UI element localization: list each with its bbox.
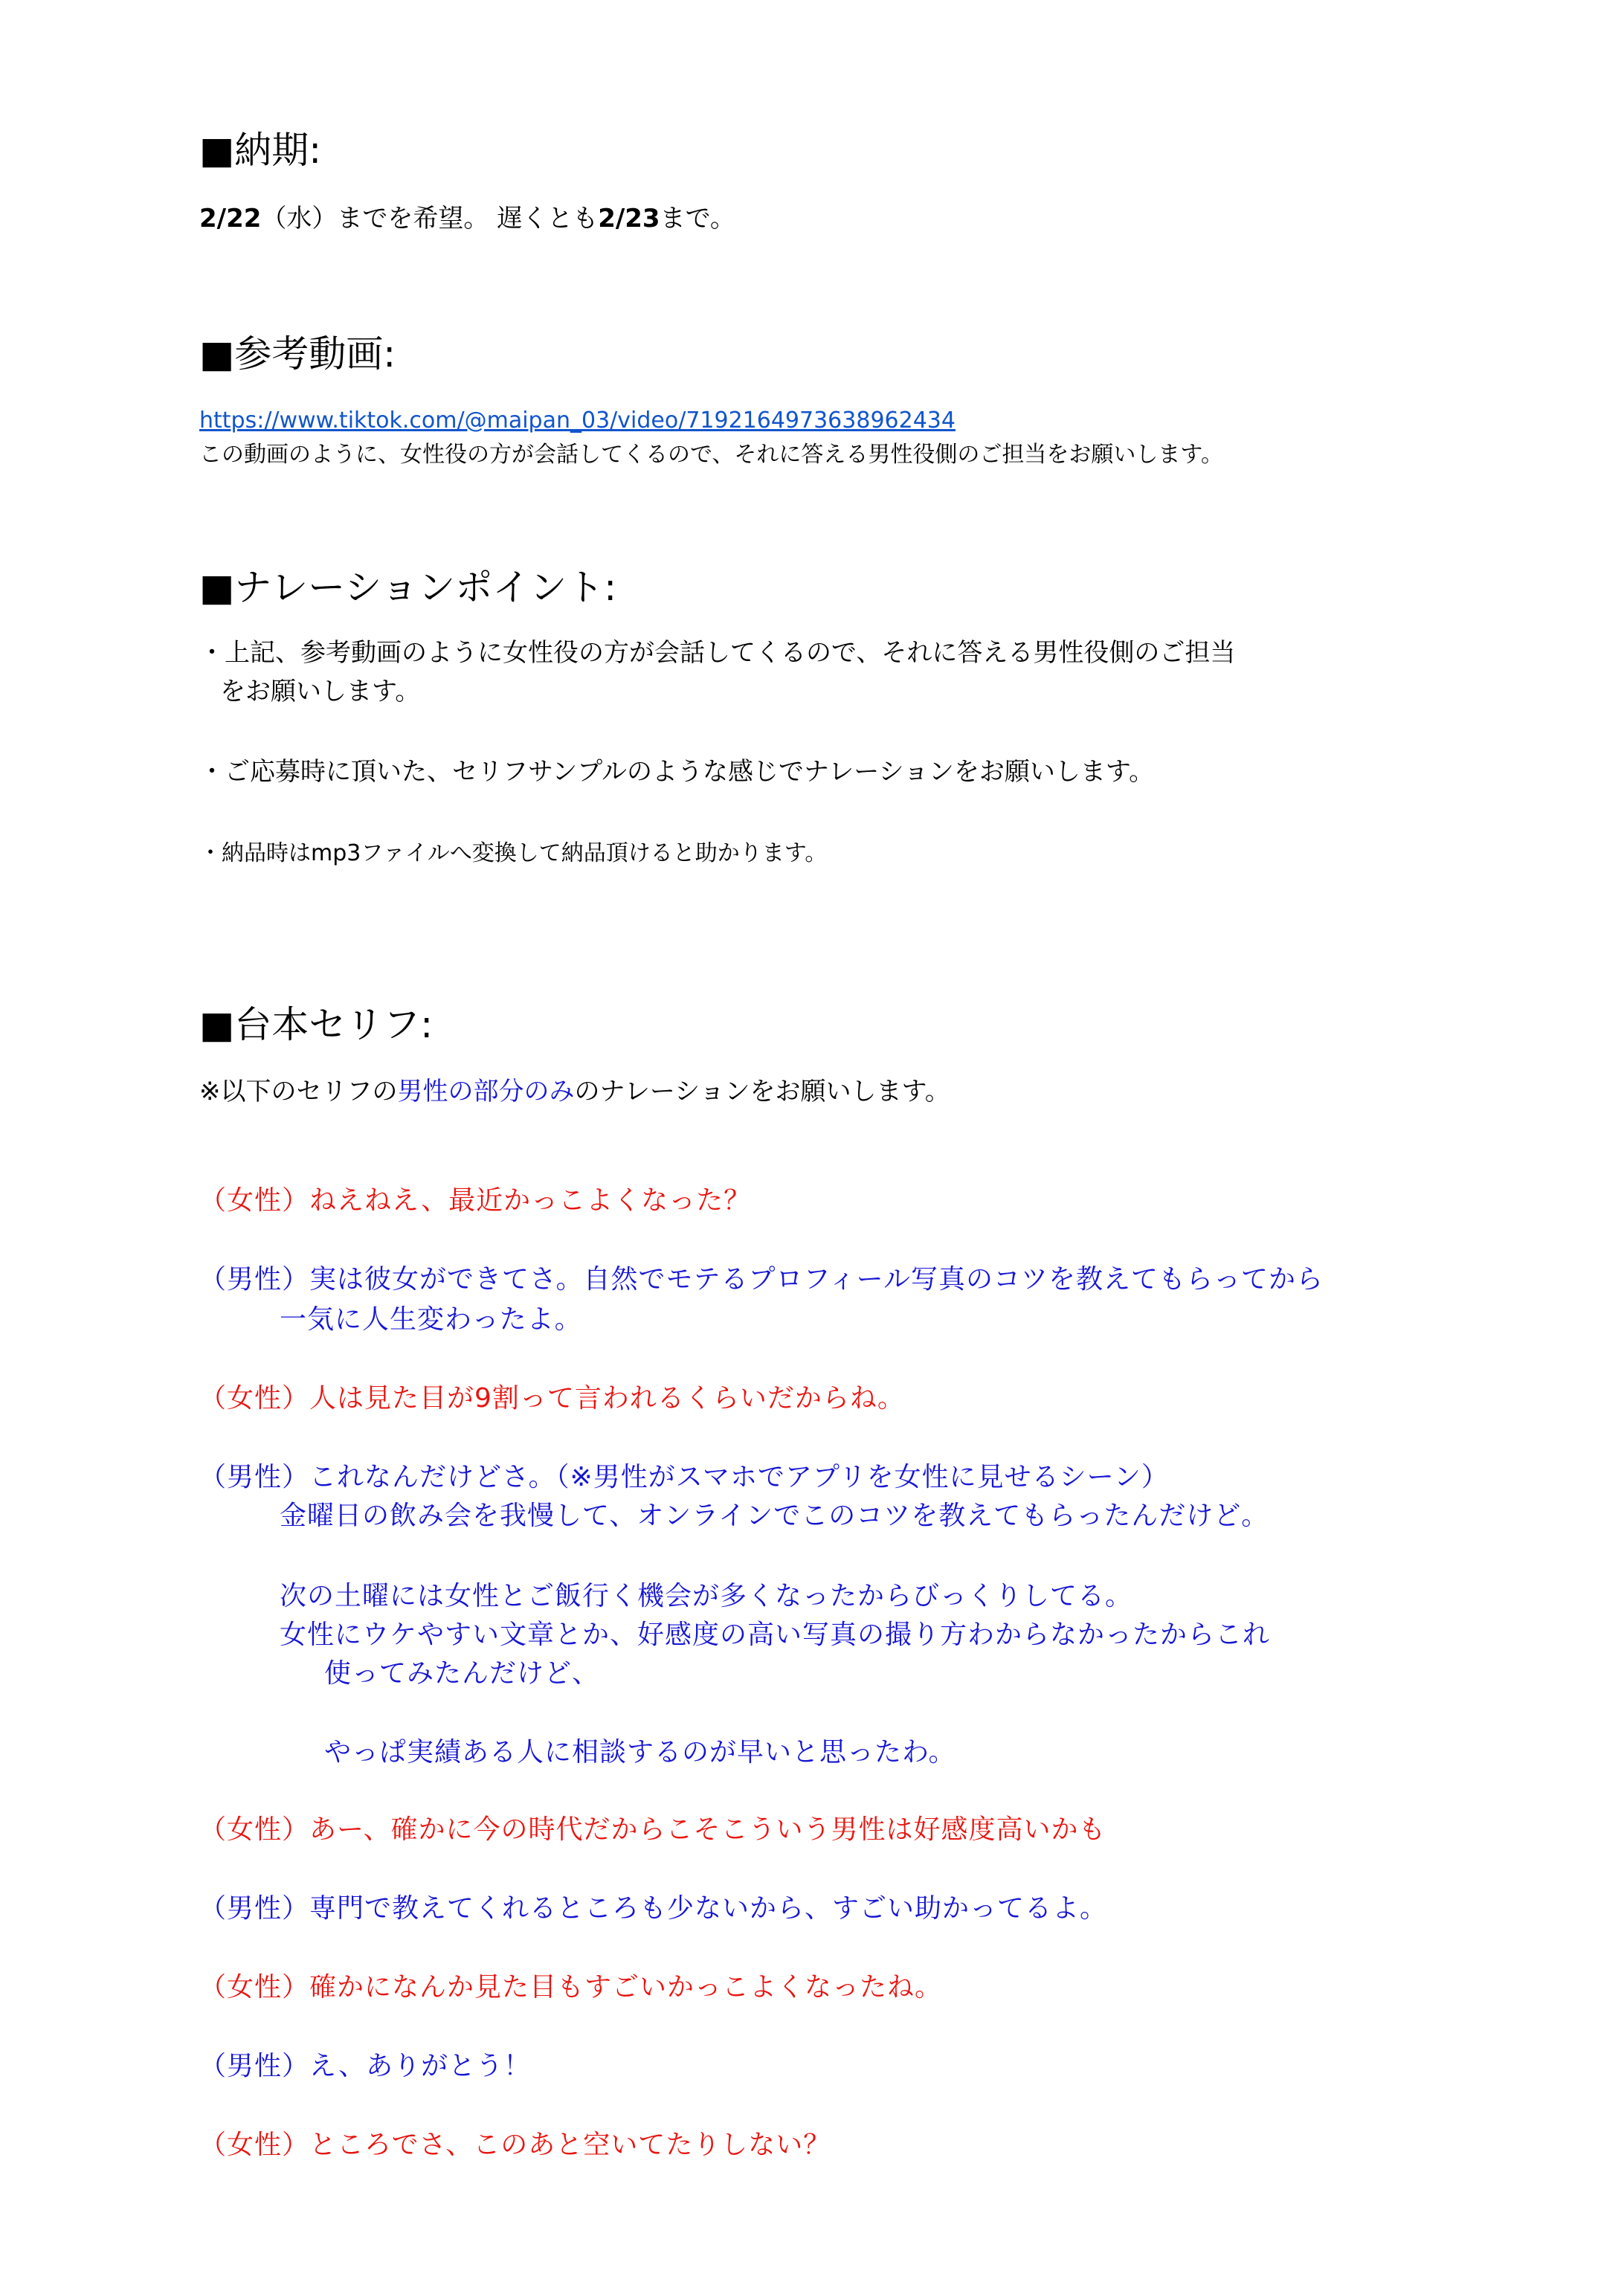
script-line-male-continued: 一気に人生変わったよ。 (280, 1304, 582, 1335)
narration-point-2: ・ご応募時に頂いた、セリフサンプルのような感じでナレーションをお願いします。 (199, 757, 1155, 787)
script-line-male: （男性）え、ありがとう！ (199, 2051, 532, 2081)
script-note-suffix: のナレーションをお願いします。 (574, 1077, 950, 1106)
script-note-highlight: 男性の部分のみ (397, 1077, 575, 1106)
narration-point-3: ・納品時はmp3ファイルへ変換して納品頂けると助かります。 (199, 840, 828, 866)
script-line-male-continued: やっぱ実績ある人に相談するのが早いと思ったわ。 (324, 1737, 956, 1768)
script-line-male-continued: 次の土曜には女性とご飯行く機会が多くなったからびっくりしてる。 (280, 1581, 1133, 1611)
narration-point-1-line-1: ・上記、参考動画のように女性役の方が会話してくるので、それに答える男性役側のご担当 (199, 638, 1236, 668)
delivery-date-1: 2/22 (199, 204, 262, 233)
narration-point-1-line-2: をお願いします。 (220, 677, 421, 706)
narration-points-heading: ■ナレーションポイント: (199, 566, 617, 609)
reference-video-heading: ■参考動画: (199, 332, 396, 376)
script-line-male-continued: 使ってみたんだけど、 (324, 1658, 600, 1689)
delivery-text-2: まで。 (660, 204, 735, 233)
delivery-date-2: 2/23 (598, 204, 660, 233)
script-line-male: （男性）実は彼女ができてさ。自然でモテるプロフィール写真のコツを教えてもらってから (199, 1264, 1324, 1295)
script-heading: ■台本セリフ: (199, 1003, 434, 1046)
script-line-male-continued: 女性にウケやすい文章とか、好感度の高い写真の撮り方わからなかったからこれ (280, 1620, 1271, 1650)
delivery-text-1: （水）までを希望。 遅くとも (261, 204, 599, 233)
script-line-male: （男性）専門で教えてくれるところも少ないから、すごい助かってるよ。 (199, 1893, 1108, 1924)
script-line-female: （女性）ところでさ、このあと空いてたりしない？ (199, 2130, 831, 2160)
reference-video-description: この動画のように、女性役の方が会話してくるので、それに答える男性役側のご担当をお願いします。 (199, 442, 1223, 468)
delivery-heading: ■納期: (199, 129, 322, 172)
script-line-female: （女性）確かになんか見た目もすごいかっこよくなったね。 (199, 1972, 943, 2003)
script-note (199, 1075, 950, 1108)
script-line-female: （女性）ねえねえ、最近かっこよくなった？ (199, 1185, 752, 1216)
script-line-male: （男性）これなんだけどさ。（※男性がスマホでアプリを女性に見せるシーン） (199, 1462, 1169, 1492)
script-line-female: （女性）人は見た目が9割って言われるくらいだからね。 (199, 1383, 905, 1414)
script-line-male-continued: 金曜日の飲み会を我慢して、オンラインでこのコツを教えてもらったんだけど。 (280, 1501, 1269, 1531)
delivery-text (199, 202, 735, 235)
script-line-female: （女性）あー、確かに今の時代だからこそこういう男性は好感度高いかも (199, 1814, 1106, 1845)
script-note-prefix: ※以下のセリフの (199, 1077, 398, 1106)
reference-video-link[interactable]: https://www.tiktok.com/@maipan_03/video/7192164973638962434 (199, 407, 956, 434)
